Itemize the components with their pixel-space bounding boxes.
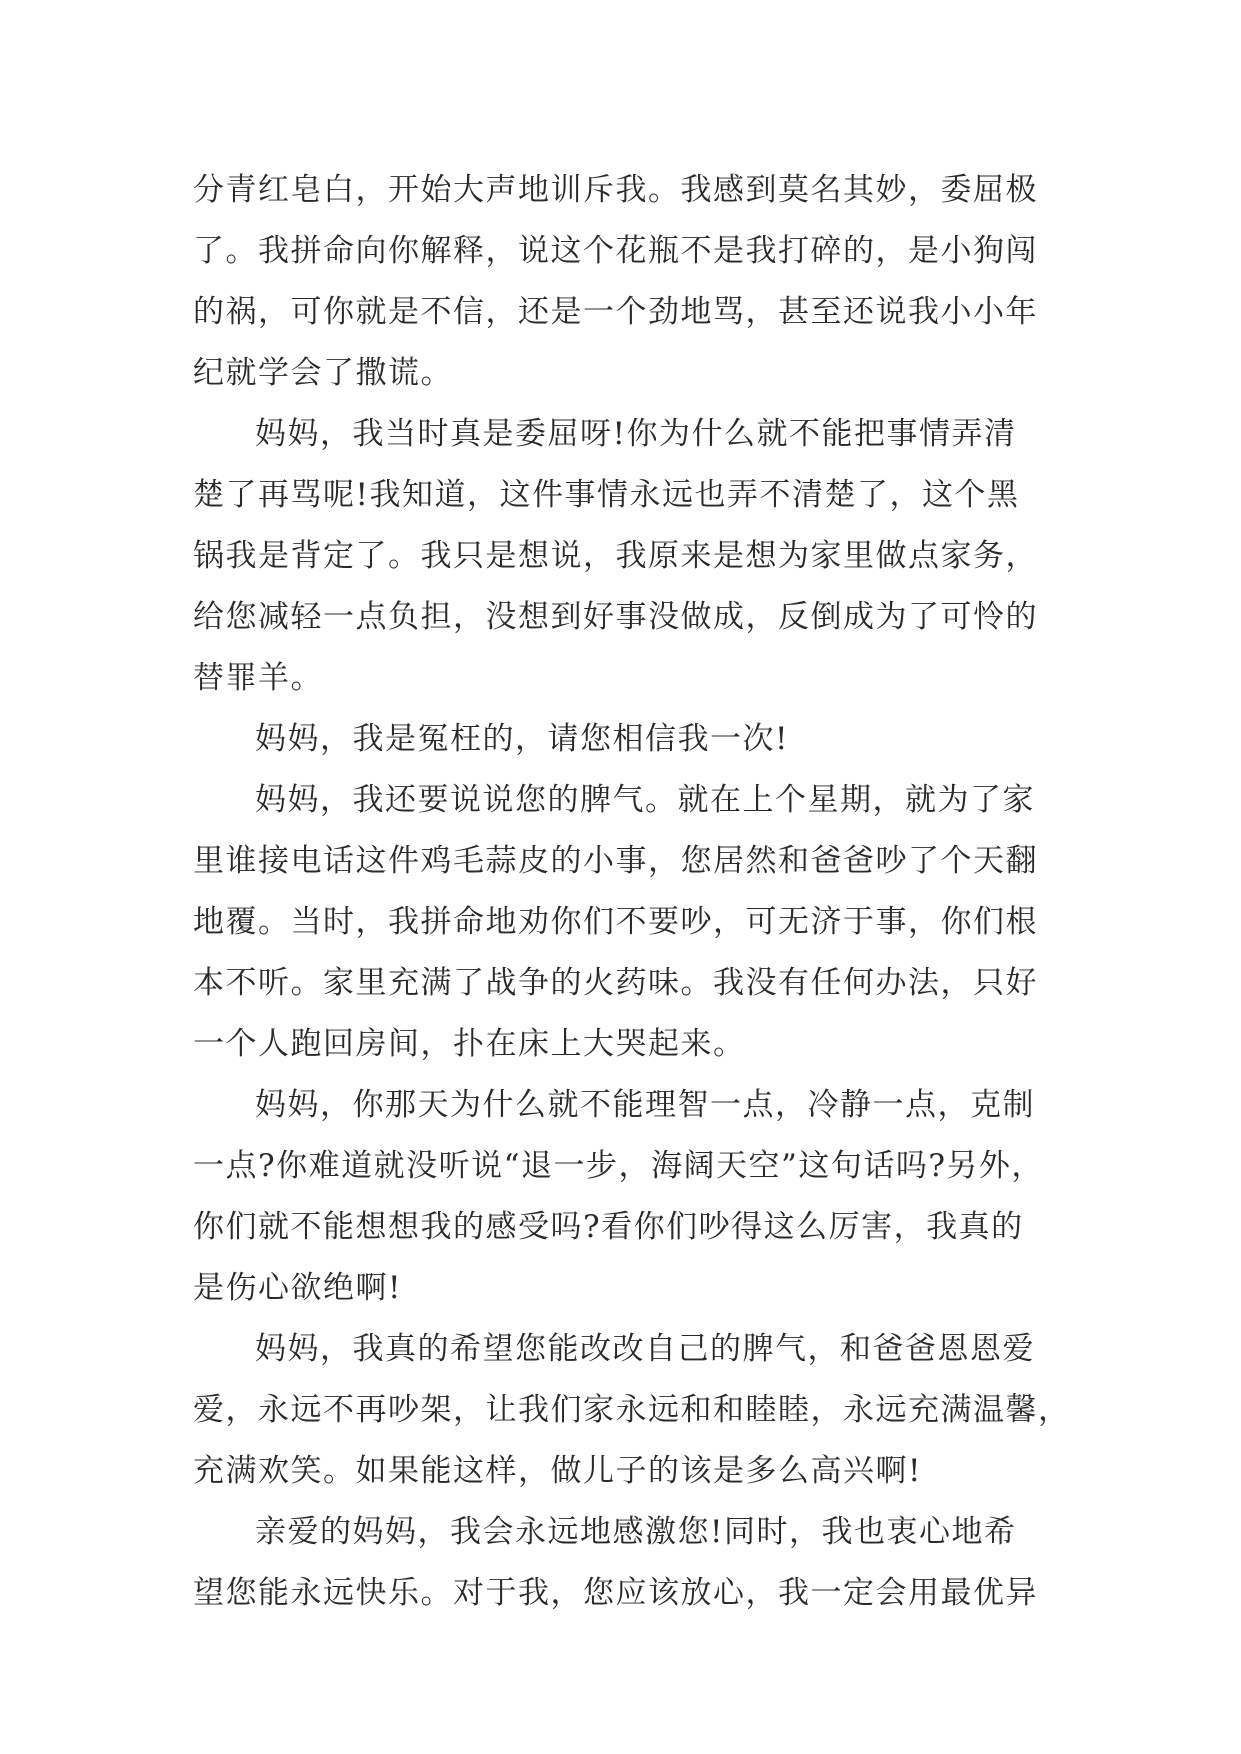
text-line: 地覆。当时，我拼命地劝你们不要吵，可无济于事，你们根 — [193, 904, 1038, 940]
text-line: 楚了再骂呢!我知道，这件事情永远也弄不清楚了，这个黑 — [193, 477, 1020, 513]
text-line: 替罪羊。 — [193, 660, 323, 696]
paragraph-first-line: 亲爱的妈妈，我会永远地感激您!同时，我也衷心地希 — [255, 1514, 1017, 1550]
text-line: 纪就学会了撒谎。 — [193, 355, 453, 391]
text-line: 一个人跑回房间，扑在床上大哭起来。 — [193, 1026, 746, 1062]
text-line: 是伤心欲绝啊! — [193, 1270, 402, 1306]
paragraph-first-line: 妈妈，我是冤枉的，请您相信我一次! — [255, 721, 789, 757]
text-line: 分青红皂白，开始大声地训斥我。我感到莫名其妙，委屈极 — [193, 172, 1038, 208]
text-line: 你们就不能想想我的感受吗?看你们吵得这么厉害，我真的 — [193, 1209, 1024, 1245]
paragraph-first-line: 妈妈，你那天为什么就不能理智一点，冷静一点，克制 — [255, 1087, 1035, 1123]
text-line: 锅我是背定了。我只是想说，我原来是想为家里做点家务， — [193, 538, 1038, 574]
text-line: 给您减轻一点负担，没想到好事没做成，反倒成为了可怜的 — [193, 599, 1038, 635]
text-line: 的祸，可你就是不信，还是一个劲地骂，甚至还说我小小年 — [193, 294, 1038, 330]
text-line: 里谁接电话这件鸡毛蒜皮的小事，您居然和爸爸吵了个天翻 — [193, 843, 1038, 879]
text-line: 充满欢笑。如果能这样，做儿子的该是多么高兴啊! — [193, 1453, 922, 1489]
document-page — [193, 160, 1071, 1624]
text-line: 爱，永远不再吵架，让我们家永远和和睦睦，永远充满温馨， — [193, 1392, 1071, 1428]
paragraph-first-line: 妈妈，我真的希望您能改改自己的脾气，和爸爸恩恩爱 — [255, 1331, 1035, 1367]
text-line: 了。我拼命向你解释，说这个花瓶不是我打碎的，是小狗闯 — [193, 233, 1038, 269]
text-line: 望您能永远快乐。对于我，您应该放心，我一定会用最优异 — [193, 1575, 1038, 1611]
paragraph-first-line: 妈妈，我当时真是委屈呀!你为什么就不能把事情弄清 — [255, 416, 1017, 452]
paragraph-first-line: 妈妈，我还要说说您的脾气。就在上个星期，就为了家 — [255, 782, 1035, 818]
text-line: 一点?你难道就没听说“退一步，海阔天空”这句话吗?另外， — [193, 1148, 1044, 1184]
text-line: 本不听。家里充满了战争的火药味。我没有任何办法，只好 — [193, 965, 1038, 1001]
